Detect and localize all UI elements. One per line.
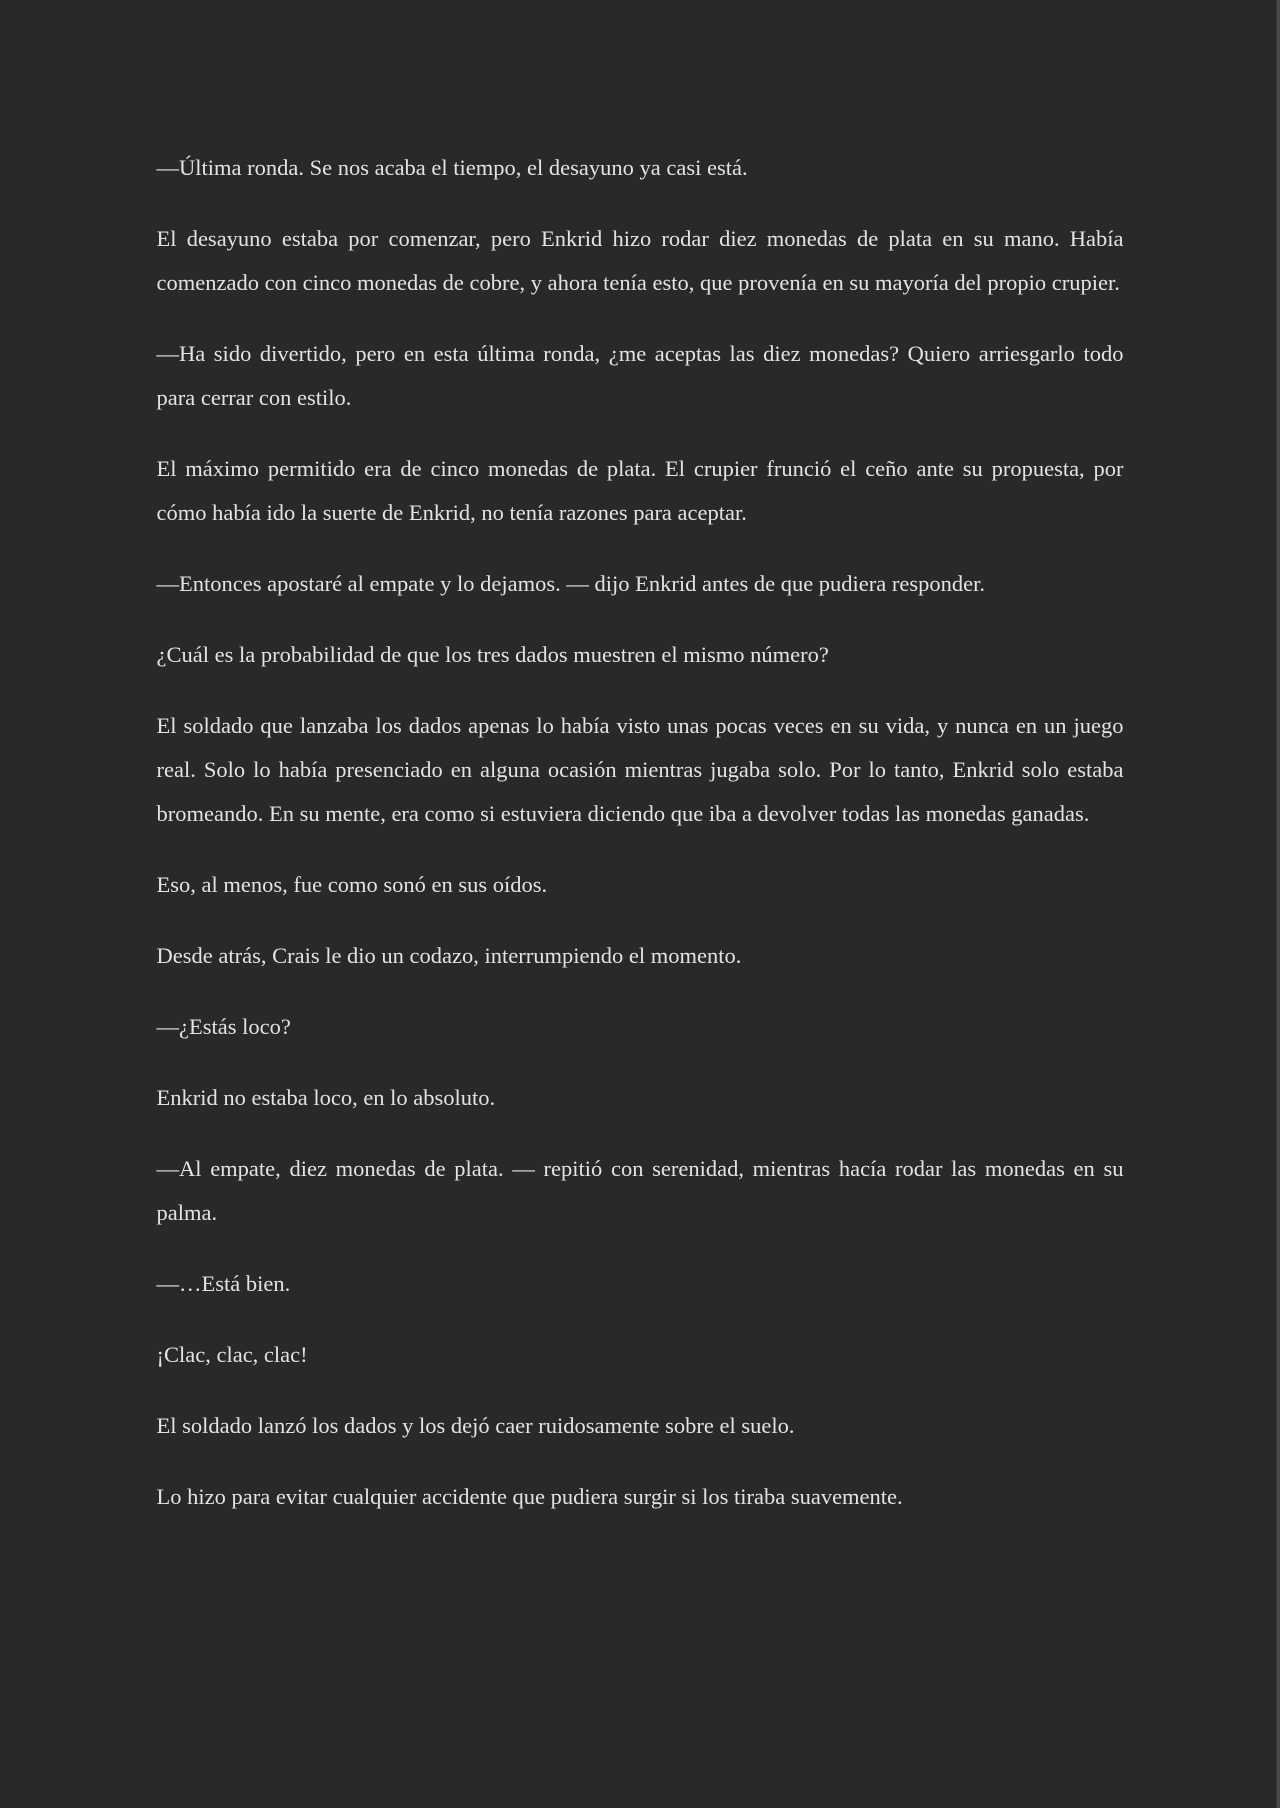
paragraph: Eso, al menos, fue como sonó en sus oídos. <box>156 872 548 897</box>
paragraph: ¡Clac, clac, clac! <box>156 1342 308 1367</box>
paragraph: El desayuno estaba por comenzar, pero Enkrid hizo rodar diez monedas de plata en su mano. Había comenzado con cinco monedas de cobre, y ahora tenía esto, que provenía en su mayoría del propio crupier. <box>156 226 1124 295</box>
paragraph: Desde atrás, Crais le dio un codazo, interrumpiendo el momento. <box>156 943 742 968</box>
paragraph: —Entonces apostaré al empate y lo dejamos. — dijo Enkrid antes de que pudiera responder. <box>156 571 986 596</box>
paragraph: El soldado lanzó los dados y los dejó caer ruidosamente sobre el suelo. <box>156 1413 795 1438</box>
paragraph: El soldado que lanzaba los dados apenas lo había visto unas pocas veces en su vida, y nunca en un juego real. Solo lo había presenciado en alguna ocasión mientras jugaba solo. Por lo tanto, Enkrid solo estaba bromeando. En su mente, era como si estuviera diciendo que iba a devolver todas las monedas ganadas. <box>156 713 1124 826</box>
paragraph: —Al empate, diez monedas de plata. — repitió con serenidad, mientras hacía rodar las monedas en su palma. <box>156 1156 1124 1225</box>
paragraph: Lo hizo para evitar cualquier accidente que pudiera surgir si los tiraba suavemente. <box>156 1484 903 1509</box>
paragraph: ¿Cuál es la probabilidad de que los tres dados muestren el mismo número? <box>156 642 829 667</box>
paragraph: —Última ronda. Se nos acaba el tiempo, el desayuno ya casi está. <box>156 155 748 180</box>
paragraph: El máximo permitido era de cinco monedas de plata. El crupier frunció el ceño ante su propuesta, por cómo había ido la suerte de Enkrid, no tenía razones para aceptar. <box>156 456 1124 525</box>
chapter-text <box>157 0 1124 1519</box>
paragraph: —…Está bien. <box>156 1271 291 1296</box>
paragraph: —¿Estás loco? <box>156 1014 291 1039</box>
paragraph: Enkrid no estaba loco, en lo absoluto. <box>156 1085 496 1110</box>
paragraph: —Ha sido divertido, pero en esta última ronda, ¿me aceptas las diez monedas? Quiero arriesgarlo todo para cerrar con estilo. <box>156 341 1124 410</box>
scrollbar-track[interactable] <box>1276 0 1280 1808</box>
